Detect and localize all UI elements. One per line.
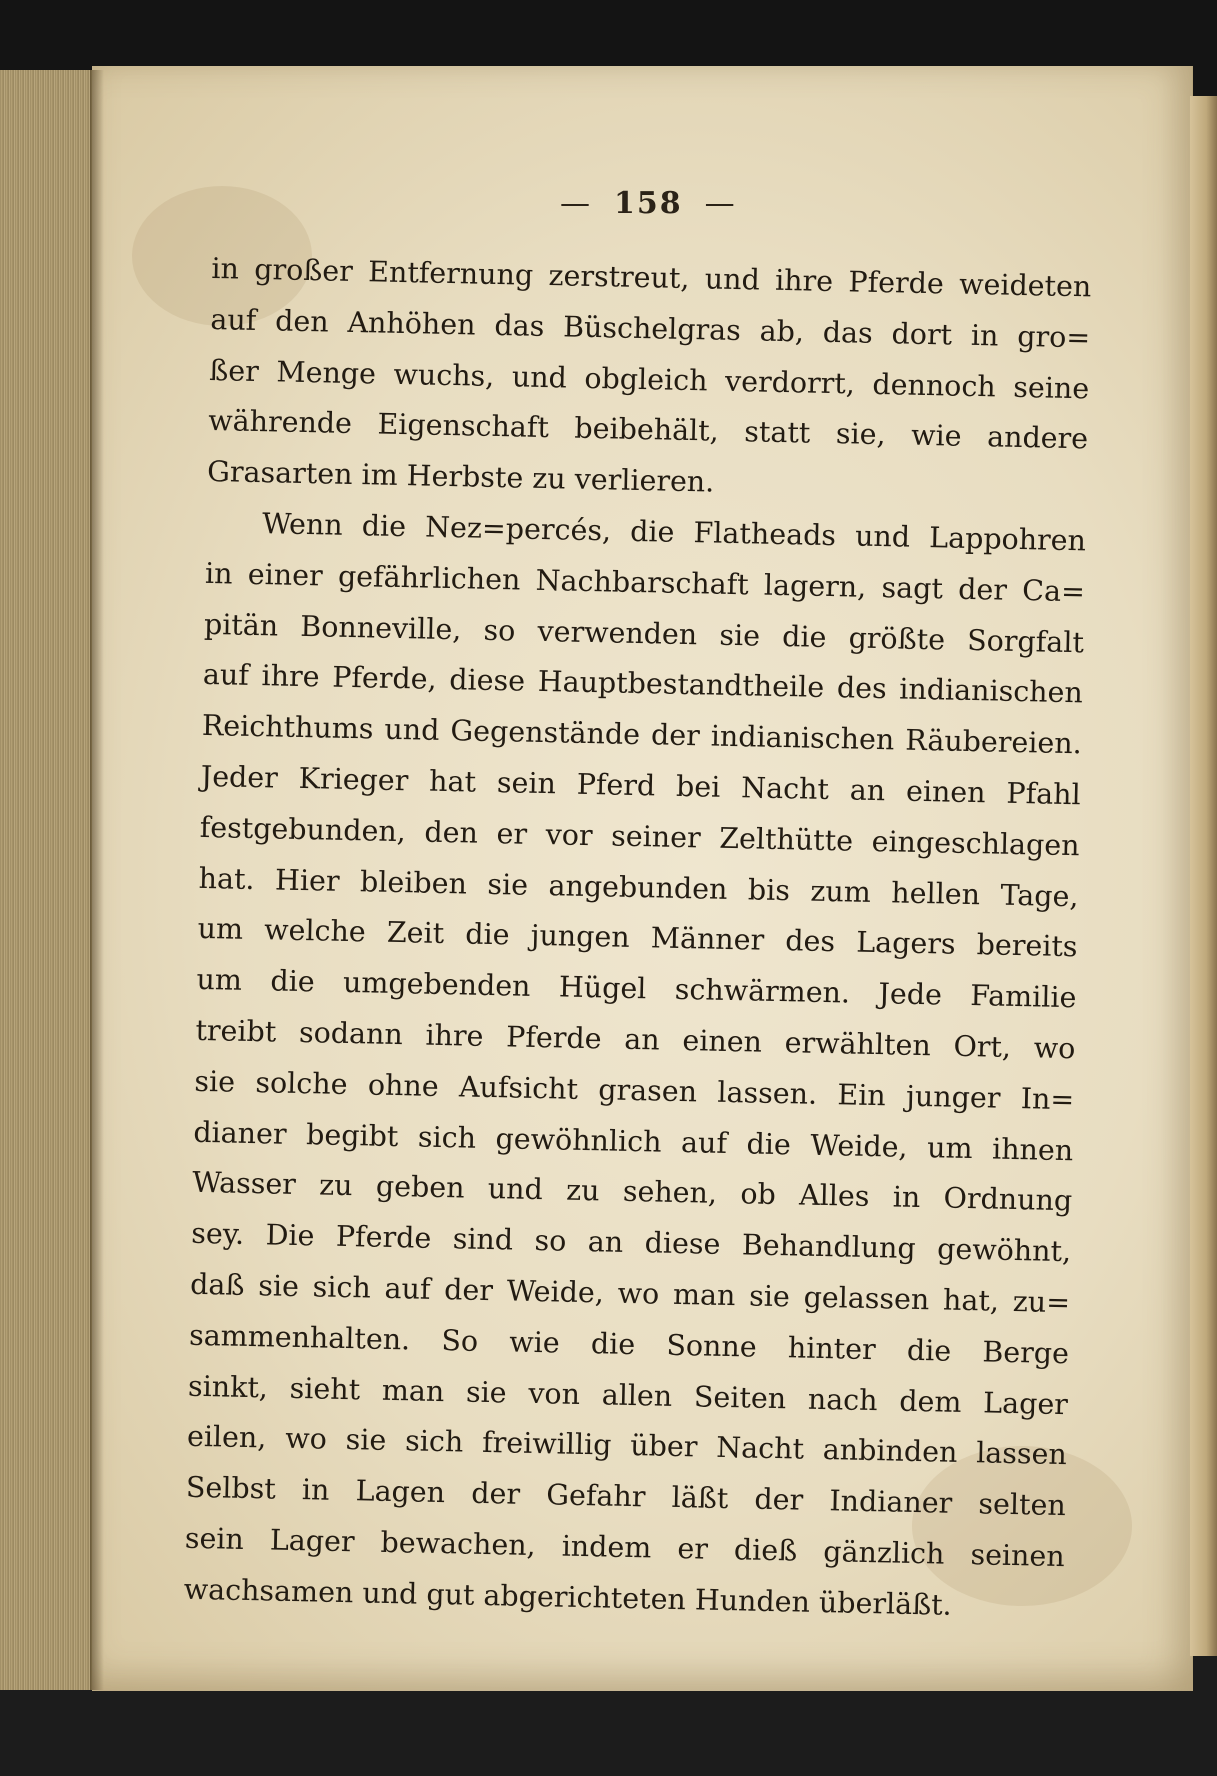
text-line: Grasarten im Herbste zu verlieren. (206, 455, 715, 499)
text-line: um die umgebenden Hügel schwärmen. Jede Familie (196, 962, 1077, 1015)
text-line: pitän Bonneville, so verwenden sie die größte Sorgfalt (203, 607, 1085, 659)
text-line: auf den Anhöhen das Büschelgras ab, das dort in gro= (210, 302, 1091, 355)
text-line: ßer Menge wuchs, und obgleich verdorrt, dennoch seine (209, 353, 1090, 405)
page-stack-edge (0, 70, 97, 1690)
body-text (183, 244, 1092, 1634)
text-line: dianer begibt sich gewöhnlich auf die Weide, um ihnen (193, 1115, 1074, 1167)
page-number: 158 (614, 186, 683, 221)
text-line: hat. Hier bleiben sie angebunden bis zum hellen Tage, (198, 861, 1079, 913)
text-line: treibt sodann ihre Pferde an einen erwählten Ort, wo (195, 1013, 1076, 1066)
text-line: währende Eigenschaft beibehält, statt sie, wie andere (207, 404, 1089, 456)
text-line: sie solche ohne Aufsicht grasen lassen. Ein junger In= (194, 1064, 1075, 1116)
text-line: Selbst in Lagen der Gefahr läßt der Indianer selten (185, 1470, 1067, 1523)
text-line: sein Lager bewachen, indem er dieß gänzlich seinen (184, 1521, 1066, 1574)
text-line: Wenn die Nez=percés, die Flatheads und Lappohren (261, 507, 1087, 558)
text-line: sey. Die Pferde sind so an diese Behandlung gewöhnt, (190, 1216, 1072, 1269)
page-header (560, 186, 780, 221)
text-line: Wasser zu geben und zu sehen, ob Alles in Ordnung (191, 1166, 1073, 1218)
text-line: festgebunden, den er vor seiner Zelthütte eingeschlagen (199, 810, 1080, 863)
header-dash-right: — (704, 186, 737, 221)
text-line: sammenhalten. So wie die Sonne hinter die Berge (188, 1318, 1070, 1370)
text-line: eilen, wo sie sich freiwillig über Nacht anbinden lassen (186, 1420, 1068, 1472)
text-line: auf ihre Pferde, diese Hauptbestandtheile des indianischen (202, 658, 1084, 710)
header-dash-left: — (560, 186, 592, 221)
text-line: Jeder Krieger hat sein Pferd bei Nacht an einen Pfahl (200, 759, 1082, 812)
text-line: Reichthums und Gegenstände der indianischen Räubereien. (201, 709, 1083, 761)
text-line: um welche Zeit die jungen Männer des Lagers bereits (197, 912, 1078, 964)
text-line: sinkt, sieht man sie von allen Seiten nach dem Lager (187, 1369, 1069, 1421)
text-line: in großer Entfernung zerstreut, und ihre Pferde weideten (211, 251, 1092, 304)
right-page-edge (1190, 96, 1217, 1656)
text-line: daß sie sich auf der Weide, wo man sie gelassen hat, zu= (189, 1267, 1071, 1320)
text-line: wachsamen und gut abgerichteten Hunden überläßt. (183, 1572, 953, 1622)
gutter-shadow (90, 70, 104, 1690)
text-line: in einer gefährlichen Nachbarschaft lagern, sagt der Ca= (204, 556, 1086, 609)
